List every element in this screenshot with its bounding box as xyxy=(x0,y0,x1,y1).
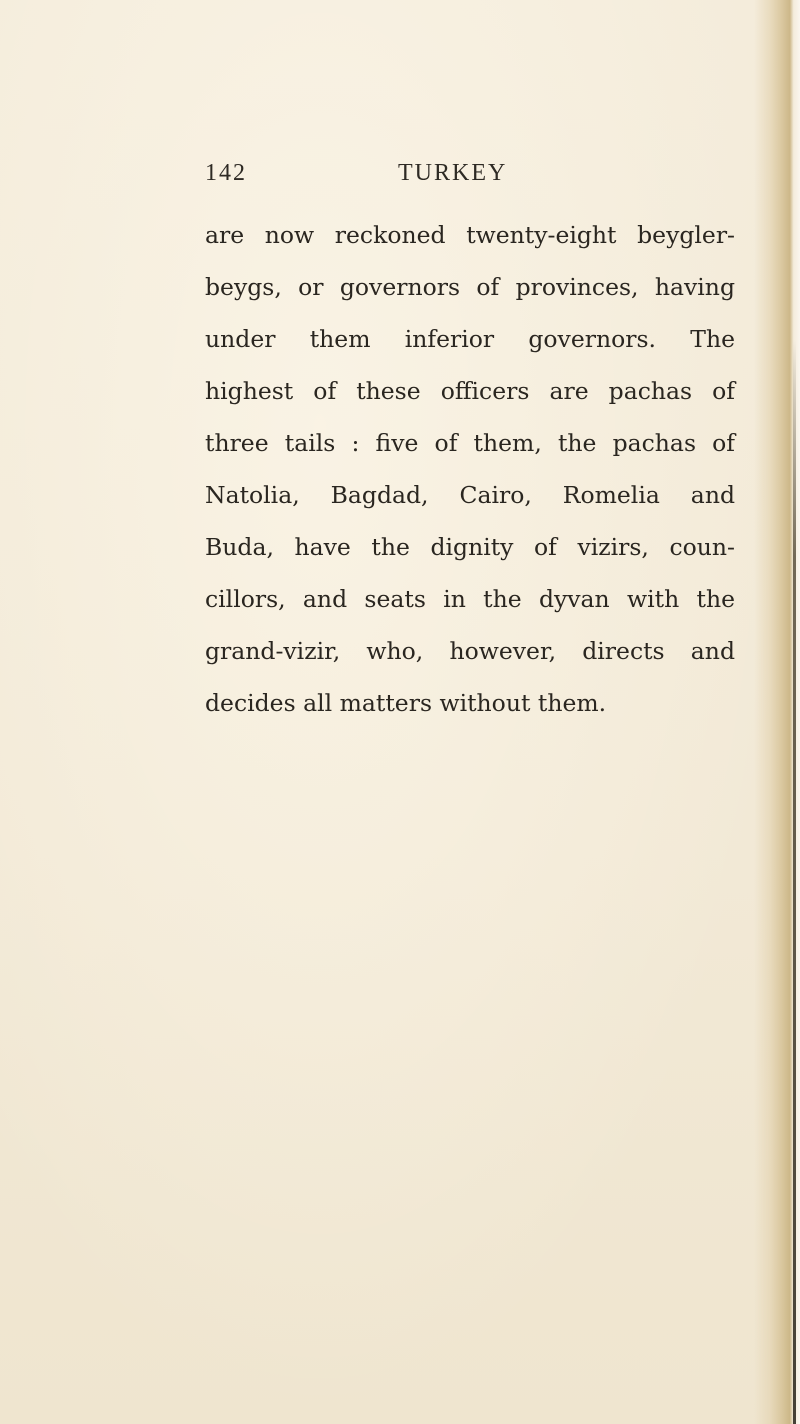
running-head xyxy=(205,160,585,190)
text-line: cillors, and seats in the dyvan with the xyxy=(205,585,735,613)
body-paragraph xyxy=(205,220,735,740)
text-line: highest of these officers are pachas of xyxy=(205,377,735,405)
text-line: beygs, or governors of provinces, having xyxy=(205,273,735,301)
text-line: Buda, have the dignity of vizirs, coun- xyxy=(205,533,735,561)
page-number: 142 xyxy=(205,160,247,186)
text-line: three tails : five of them, the pachas of xyxy=(205,429,735,457)
text-line: Natolia, Bagdad, Cairo, Romelia and xyxy=(205,481,735,509)
running-head-title: TURKEY xyxy=(398,160,508,186)
text-line-last: decides all matters without them. xyxy=(205,689,607,717)
text-line: under them inferior governors. The xyxy=(205,325,735,353)
text-line: grand-vizir, who, however, directs and xyxy=(205,637,735,665)
page-edge xyxy=(793,340,796,1424)
text-line: are now reckoned twenty-eight beygler- xyxy=(205,221,735,249)
